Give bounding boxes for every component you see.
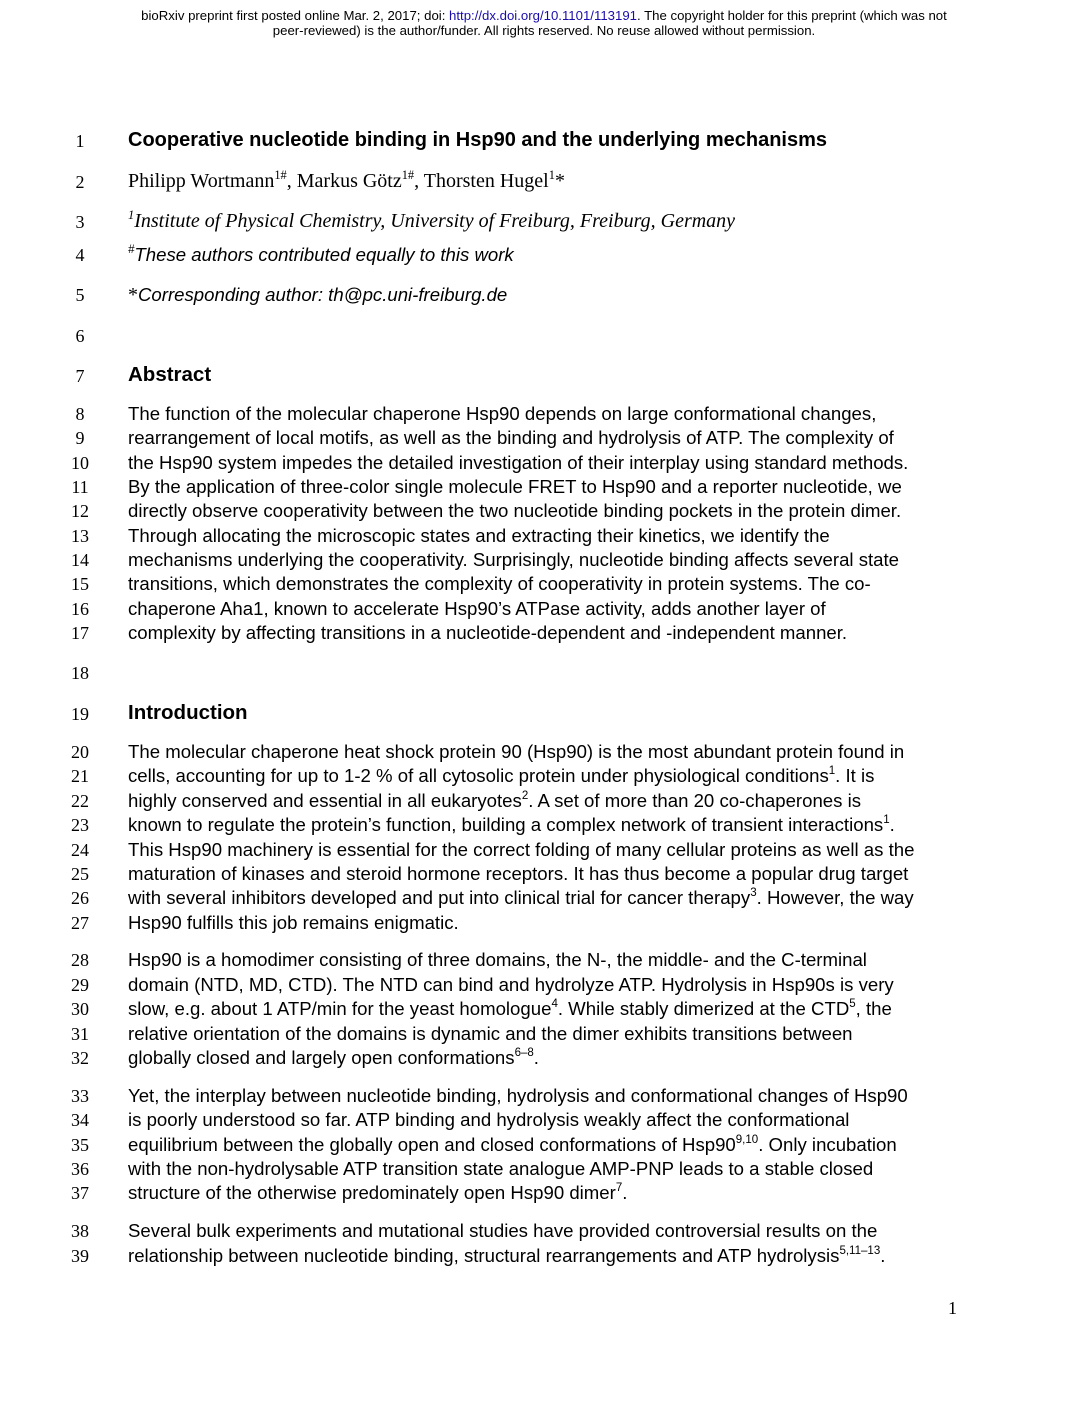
- line-number: 8: [75, 404, 85, 424]
- line-number: 22: [71, 791, 89, 811]
- body-line: Hsp90 is a homodimer consisting of three domains, the N-, the middle- and the C-terminal: [128, 949, 867, 970]
- citation: 2: [521, 790, 529, 803]
- line-number: 9: [75, 428, 85, 448]
- line-number: 7: [75, 366, 85, 386]
- banner-line-1: [0, 8, 1088, 23]
- abstract-line: transitions, which demonstrates the complexity of cooperativity in protein systems. The co-: [128, 573, 871, 594]
- citation: 5: [849, 998, 856, 1011]
- body-line: known to regulate the protein’s function, building a complex network of transient interactions$^1$.: [128, 814, 895, 835]
- line-number: 11: [71, 477, 89, 497]
- body-line: equilibrium between the globally open and closed conformations of Hsp90$^{9,10}$. Only incubation: [128, 1134, 897, 1155]
- body-line: maturation of kinases and steroid hormone receptors. It has thus become a popular drug target: [128, 863, 909, 884]
- banner-line-2: peer-reviewed) is the author/funder. All rights reserved. No reuse allowed without permission.: [272, 23, 816, 38]
- banner-text: bioRxiv preprint first posted online Mar. 2, 2017; doi:: [141, 8, 450, 23]
- line-number: 20: [71, 742, 89, 762]
- line-number: 14: [71, 550, 89, 570]
- abstract-heading: Abstract: [128, 363, 212, 386]
- line-number: 24: [71, 840, 89, 860]
- body-line: is poorly understood so far. ATP binding and hydrolysis weakly affect the conformational: [128, 1109, 850, 1130]
- body-line: slow, e.g. about 1 ATP/min for the yeast homologue$^4$. While stably dimerized at the CTD$^5$, the: [128, 998, 892, 1019]
- body-line: structure of the otherwise predominately open Hsp90 dimer$^7$.: [128, 1182, 628, 1203]
- affiliation: $^1$Institute of Physical Chemistry, University of Freiburg, Freiburg, Germany: [128, 207, 736, 232]
- page-number: 1: [948, 1298, 957, 1318]
- line-number: 1: [75, 131, 85, 151]
- citation: 6–8: [514, 1047, 534, 1060]
- citation: 5,11–13: [839, 1245, 881, 1258]
- body-line: domain (NTD, MD, CTD). The NTD can bind and hydrolyze ATP. Hydrolysis in Hsp90s is very: [128, 974, 894, 995]
- equal-contribution-note: #These authors contributed equally to this work: [128, 244, 514, 265]
- introduction-heading: Introduction: [128, 701, 248, 724]
- body-line: This Hsp90 machinery is essential for the correct folding of many cellular proteins as well as the: [128, 839, 915, 860]
- citation: 9,10: [735, 1134, 759, 1147]
- body-line: Hsp90 fulfills this job remains enigmatic.: [128, 912, 459, 933]
- line-number: 27: [71, 913, 89, 933]
- citation: 3: [750, 887, 757, 900]
- line-number: 16: [71, 599, 89, 619]
- line-number: 6: [75, 326, 85, 346]
- abstract-line: directly observe cooperativity between the two nucleotide binding pockets in the protein dimer.: [128, 500, 902, 521]
- body-line: highly conserved and essential in all eukaryotes$^2$. A set of more than 20 co-chaperones is: [128, 790, 862, 811]
- body-line: Several bulk experiments and mutational studies have provided controversial results on the: [128, 1220, 878, 1241]
- line-number: 32: [71, 1048, 89, 1068]
- line-number: 28: [71, 950, 89, 970]
- line-number: 29: [71, 975, 89, 995]
- body-line: Yet, the interplay between nucleotide binding, hydrolysis and conformational changes of Hsp90: [128, 1085, 908, 1106]
- line-number: 33: [71, 1086, 89, 1106]
- author-list: Philipp Wortmann$^{1\#}$, Markus Götz$^{1\#}$, Thorsten Hugel$^1$*: [128, 167, 565, 192]
- body-line: relative orientation of the domains is dynamic and the dimer exhibits transitions between: [128, 1023, 853, 1044]
- line-number: 23: [71, 815, 89, 835]
- line-number: 36: [71, 1159, 89, 1179]
- line-number: 34: [71, 1110, 89, 1130]
- abstract-line: The function of the molecular chaperone Hsp90 depends on large conformational changes,: [128, 403, 877, 424]
- line-number: 37: [71, 1183, 89, 1203]
- line-number: 18: [71, 663, 89, 683]
- line-number: 26: [71, 888, 89, 908]
- line-number: 35: [71, 1135, 89, 1155]
- paper-title: Cooperative nucleotide binding in Hsp90 and the underlying mechanisms: [128, 129, 828, 151]
- citation: 7: [615, 1182, 623, 1195]
- citation: 1: [828, 765, 836, 778]
- line-number: 19: [71, 704, 89, 724]
- line-number: 13: [71, 526, 89, 546]
- abstract-line: rearrangement of local motifs, as well as the binding and hydrolysis of ATP. The complexity of: [128, 427, 894, 448]
- line-number: 39: [71, 1246, 89, 1266]
- line-number: 2: [75, 172, 85, 192]
- line-number: 10: [71, 453, 89, 473]
- line-number: 15: [71, 574, 89, 594]
- abstract-line: mechanisms underlying the cooperativity. Surprisingly, nucleotide binding affects several state: [128, 549, 900, 570]
- line-number: 30: [71, 999, 89, 1019]
- line-number: 12: [71, 501, 89, 521]
- preprint-banner: [0, 8, 1088, 38]
- line-number: 38: [71, 1221, 89, 1241]
- body-line: relationship between nucleotide binding, structural rearrangements and ATP hydrolysis$^{5,11-13}$.: [128, 1245, 886, 1266]
- abstract-line: By the application of three-color single molecule FRET to Hsp90 and a reporter nucleotide, we: [128, 476, 902, 497]
- line-number: 5: [75, 285, 85, 305]
- line-number: 3: [75, 212, 85, 232]
- corresponding-author: *Corresponding author: th@pc.uni-freiburg.de: [128, 284, 508, 306]
- line-number: 4: [75, 245, 85, 265]
- body-line: with the non-hydrolysable ATP transition state analogue AMP-PNP leads to a stable closed: [128, 1158, 874, 1179]
- body-line: The molecular chaperone heat shock protein 90 (Hsp90) is the most abundant protein found in: [128, 741, 905, 762]
- abstract-line: Through allocating the microscopic states and extracting their kinetics, we identify the: [128, 525, 830, 546]
- body-line: globally closed and largely open conformations$^{6-8}$.: [128, 1047, 539, 1068]
- doi-link[interactable]: http://dx.doi.org/10.1101/113191: [449, 8, 637, 23]
- line-number: 17: [71, 623, 89, 643]
- abstract-line: the Hsp90 system impedes the detailed investigation of their interplay using standard methods.: [128, 452, 909, 473]
- body-line: with several inhibitors developed and put into clinical trial for cancer therapy$^3$. However, the way: [128, 887, 914, 908]
- body-line: cells, accounting for up to 1-2 % of all cytosolic protein under physiological conditions$^1$. It is: [128, 765, 875, 786]
- abstract-line: complexity by affecting transitions in a nucleotide-dependent and -independent manner.: [128, 622, 848, 643]
- citation: 4: [551, 998, 558, 1011]
- line-number: 21: [71, 766, 89, 786]
- abstract-line: chaperone Aha1, known to accelerate Hsp90’s ATPase activity, adds another layer of: [128, 598, 826, 619]
- line-number: 31: [71, 1024, 89, 1044]
- banner-text: . The copyright holder for this preprint (which was not: [637, 8, 947, 23]
- line-number: 25: [71, 864, 89, 884]
- citation: 1: [883, 814, 890, 827]
